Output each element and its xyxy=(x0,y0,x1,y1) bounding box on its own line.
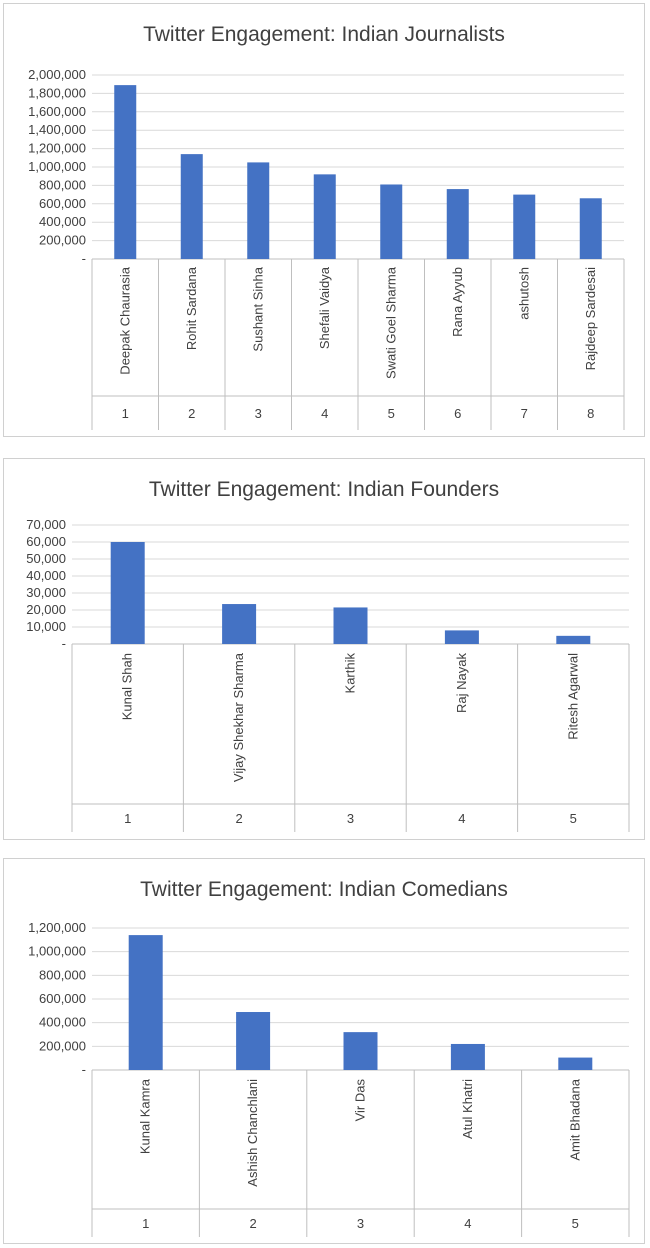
category-label: Raj Nayak xyxy=(453,653,469,713)
bar xyxy=(447,189,469,259)
category-label: Deepak Chaurasia xyxy=(117,267,133,375)
category-label: Swati Goel Sharma xyxy=(383,267,399,379)
category-label: Karthik xyxy=(342,653,358,694)
category-label: Atul Khatri xyxy=(459,1079,475,1139)
category-label: ashutosh xyxy=(516,267,532,320)
y-tick-label: - xyxy=(61,636,66,651)
bar xyxy=(513,195,535,259)
rank-label: 7 xyxy=(520,406,528,421)
y-tick-label: 200,000 xyxy=(39,232,86,248)
bar xyxy=(445,630,479,644)
rank-label: 1 xyxy=(121,406,129,421)
rank-label: 4 xyxy=(458,811,466,826)
bar xyxy=(314,174,336,259)
category-label: Amit Bhadana xyxy=(567,1079,583,1161)
rank-label: 2 xyxy=(235,811,243,826)
y-tick-label: 70,000 xyxy=(26,517,66,532)
comedians-chart xyxy=(4,859,644,1243)
chart-title: Twitter Engagement: Indian Journalists xyxy=(143,23,505,46)
category-label: Vijay Shekhar Sharma xyxy=(231,653,247,783)
chart-title: Twitter Engagement: Indian Founders xyxy=(148,478,500,501)
bar xyxy=(451,1044,485,1070)
y-tick-label: 1,800,000 xyxy=(28,85,86,101)
rank-label: 4 xyxy=(464,1216,472,1231)
rank-label: 1 xyxy=(142,1216,150,1231)
y-tick-label: 1,400,000 xyxy=(28,122,86,138)
category-label: Shefali Vaidya xyxy=(316,267,332,350)
category-label: Vir Das xyxy=(352,1079,368,1122)
y-tick-label: 30,000 xyxy=(26,585,66,600)
bar xyxy=(344,1032,378,1070)
y-tick-label: 200,000 xyxy=(39,1038,86,1054)
y-tick-label: 20,000 xyxy=(26,602,66,617)
category-label: Rana Ayyub xyxy=(449,267,465,337)
bar xyxy=(556,636,590,644)
category-label: Rajdeep Sardesai xyxy=(582,267,598,371)
y-tick-label: 800,000 xyxy=(39,177,86,193)
y-tick-label: 1,000,000 xyxy=(28,943,86,959)
bar xyxy=(222,604,256,644)
bar xyxy=(111,542,145,644)
y-tick-label: 800,000 xyxy=(39,967,86,983)
y-tick-label: 400,000 xyxy=(39,1014,86,1030)
y-tick-label: 600,000 xyxy=(39,195,86,211)
y-tick-label: 1,000,000 xyxy=(28,159,86,174)
category-label: Ritesh Agarwal xyxy=(565,653,581,740)
bar xyxy=(334,607,368,644)
y-tick-label: 60,000 xyxy=(26,534,66,549)
rank-label: 3 xyxy=(356,1216,365,1231)
y-tick-label: 40,000 xyxy=(26,568,66,583)
rank-label: 5 xyxy=(569,811,577,826)
bar xyxy=(181,154,203,259)
y-tick-label: 2,000,000 xyxy=(28,67,86,82)
chart-panel-founders xyxy=(3,458,645,840)
rank-label: 3 xyxy=(254,406,262,421)
category-label: Sushant Sinha xyxy=(250,267,266,352)
category-label: Kunal Shah xyxy=(119,653,135,721)
rank-label: 2 xyxy=(188,406,196,421)
y-tick-label: 1,200,000 xyxy=(28,140,86,156)
journalists-chart xyxy=(4,4,644,436)
category-label: Ashish Chanchlani xyxy=(245,1079,261,1187)
y-tick-label: - xyxy=(81,251,86,266)
y-tick-label: 50,000 xyxy=(26,551,66,566)
rank-label: 6 xyxy=(454,406,462,421)
y-tick-label: 1,200,000 xyxy=(28,920,86,935)
y-tick-label: 600,000 xyxy=(39,991,86,1006)
rank-label: 3 xyxy=(346,811,355,826)
chart-title: Twitter Engagement: Indian Comedians xyxy=(140,878,508,901)
rank-label: 2 xyxy=(249,1216,257,1231)
category-label: Kunal Kamra xyxy=(137,1079,153,1155)
bar xyxy=(580,198,602,259)
bar xyxy=(236,1012,270,1070)
y-tick-label: - xyxy=(81,1062,86,1077)
category-label: Rohit Sardana xyxy=(183,267,199,351)
rank-label: 5 xyxy=(387,406,395,421)
bar xyxy=(114,85,136,259)
rank-label: 5 xyxy=(571,1216,579,1231)
bar xyxy=(129,935,163,1070)
y-tick-label: 400,000 xyxy=(39,214,86,230)
bar xyxy=(558,1058,592,1070)
chart-panel-comedians xyxy=(3,858,645,1244)
y-tick-label: 10,000 xyxy=(26,619,66,634)
chart-panel-journalists xyxy=(3,3,645,437)
bar xyxy=(380,184,402,259)
y-tick-label: 1,600,000 xyxy=(28,103,86,119)
rank-label: 4 xyxy=(321,406,329,421)
rank-label: 8 xyxy=(587,406,595,421)
rank-label: 1 xyxy=(124,811,132,826)
founders-chart xyxy=(4,459,644,839)
bar xyxy=(247,162,269,259)
